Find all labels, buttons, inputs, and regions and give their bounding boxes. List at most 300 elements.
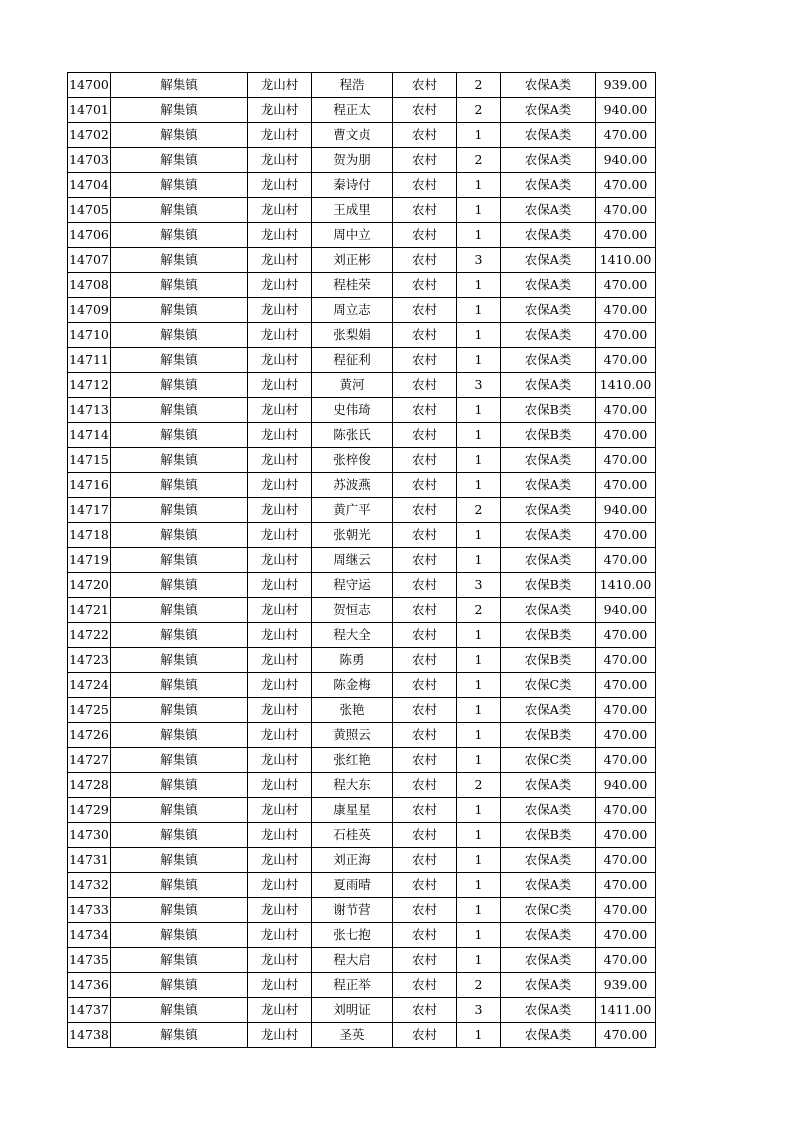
- cell-person-name: 张梨娟: [312, 323, 393, 348]
- cell-household-type: 农村: [393, 548, 457, 573]
- cell-village: 龙山村: [248, 823, 312, 848]
- cell-town: 解集镇: [111, 173, 248, 198]
- cell-insurance-category: 农保A类: [501, 523, 596, 548]
- cell-person-name: 程大全: [312, 623, 393, 648]
- cell-member-count: 1: [457, 898, 501, 923]
- cell-person-name: 程守运: [312, 573, 393, 598]
- cell-amount: 470.00: [596, 1023, 656, 1048]
- cell-insurance-category: 农保A类: [501, 148, 596, 173]
- cell-person-name: 程正太: [312, 98, 393, 123]
- cell-insurance-category: 农保A类: [501, 873, 596, 898]
- cell-insurance-category: 农保A类: [501, 198, 596, 223]
- cell-member-count: 1: [457, 548, 501, 573]
- table-row: [68, 473, 656, 498]
- cell-member-count: 1: [457, 823, 501, 848]
- cell-village: 龙山村: [248, 1023, 312, 1048]
- cell-town: 解集镇: [111, 148, 248, 173]
- cell-insurance-category: 农保A类: [501, 1023, 596, 1048]
- cell-household-type: 农村: [393, 398, 457, 423]
- table-row: [68, 348, 656, 373]
- cell-town: 解集镇: [111, 798, 248, 823]
- cell-record-id: 14738: [68, 1023, 111, 1048]
- cell-record-id: 14725: [68, 698, 111, 723]
- table-row: [68, 273, 656, 298]
- cell-member-count: 3: [457, 248, 501, 273]
- cell-household-type: 农村: [393, 723, 457, 748]
- cell-amount: 470.00: [596, 748, 656, 773]
- cell-record-id: 14717: [68, 498, 111, 523]
- cell-record-id: 14737: [68, 998, 111, 1023]
- cell-person-name: 贺为朋: [312, 148, 393, 173]
- cell-record-id: 14716: [68, 473, 111, 498]
- cell-household-type: 农村: [393, 1023, 457, 1048]
- cell-member-count: 1: [457, 273, 501, 298]
- cell-insurance-category: 农保A类: [501, 973, 596, 998]
- cell-member-count: 1: [457, 748, 501, 773]
- cell-person-name: 刘明证: [312, 998, 393, 1023]
- cell-record-id: 14701: [68, 98, 111, 123]
- cell-town: 解集镇: [111, 398, 248, 423]
- cell-insurance-category: 农保A类: [501, 923, 596, 948]
- cell-person-name: 石桂英: [312, 823, 393, 848]
- cell-record-id: 14733: [68, 898, 111, 923]
- cell-insurance-category: 农保A类: [501, 698, 596, 723]
- cell-amount: 940.00: [596, 98, 656, 123]
- cell-member-count: 1: [457, 848, 501, 873]
- cell-amount: 470.00: [596, 398, 656, 423]
- cell-household-type: 农村: [393, 298, 457, 323]
- cell-insurance-category: 农保B类: [501, 723, 596, 748]
- cell-member-count: 2: [457, 598, 501, 623]
- cell-village: 龙山村: [248, 423, 312, 448]
- cell-amount: 470.00: [596, 423, 656, 448]
- table-row: [68, 648, 656, 673]
- cell-amount: 470.00: [596, 323, 656, 348]
- cell-household-type: 农村: [393, 273, 457, 298]
- cell-record-id: 14705: [68, 198, 111, 223]
- cell-household-type: 农村: [393, 998, 457, 1023]
- cell-record-id: 14726: [68, 723, 111, 748]
- cell-insurance-category: 农保A类: [501, 73, 596, 98]
- cell-member-count: 1: [457, 948, 501, 973]
- cell-household-type: 农村: [393, 848, 457, 873]
- cell-person-name: 程征利: [312, 348, 393, 373]
- cell-member-count: 2: [457, 73, 501, 98]
- table-row: [68, 373, 656, 398]
- table-row: [68, 873, 656, 898]
- cell-town: 解集镇: [111, 748, 248, 773]
- cell-person-name: 程正举: [312, 973, 393, 998]
- cell-person-name: 苏波燕: [312, 473, 393, 498]
- cell-record-id: 14724: [68, 673, 111, 698]
- cell-member-count: 1: [457, 473, 501, 498]
- cell-amount: 939.00: [596, 973, 656, 998]
- cell-household-type: 农村: [393, 448, 457, 473]
- cell-household-type: 农村: [393, 873, 457, 898]
- cell-village: 龙山村: [248, 523, 312, 548]
- cell-household-type: 农村: [393, 948, 457, 973]
- cell-person-name: 程大东: [312, 773, 393, 798]
- cell-household-type: 农村: [393, 498, 457, 523]
- cell-household-type: 农村: [393, 223, 457, 248]
- table-row: [68, 798, 656, 823]
- cell-amount: 470.00: [596, 523, 656, 548]
- cell-member-count: 1: [457, 123, 501, 148]
- cell-record-id: 14729: [68, 798, 111, 823]
- cell-insurance-category: 农保C类: [501, 748, 596, 773]
- cell-member-count: 2: [457, 973, 501, 998]
- cell-record-id: 14736: [68, 973, 111, 998]
- cell-record-id: 14703: [68, 148, 111, 173]
- cell-town: 解集镇: [111, 873, 248, 898]
- cell-village: 龙山村: [248, 848, 312, 873]
- table-row: [68, 773, 656, 798]
- cell-amount: 470.00: [596, 198, 656, 223]
- cell-member-count: 1: [457, 173, 501, 198]
- cell-record-id: 14706: [68, 223, 111, 248]
- table-row: [68, 598, 656, 623]
- cell-insurance-category: 农保A类: [501, 498, 596, 523]
- cell-insurance-category: 农保A类: [501, 773, 596, 798]
- table-row: [68, 448, 656, 473]
- table-row: [68, 998, 656, 1023]
- cell-member-count: 1: [457, 448, 501, 473]
- cell-amount: 1410.00: [596, 373, 656, 398]
- cell-village: 龙山村: [248, 598, 312, 623]
- cell-town: 解集镇: [111, 473, 248, 498]
- cell-village: 龙山村: [248, 373, 312, 398]
- cell-member-count: 1: [457, 223, 501, 248]
- table-row: [68, 148, 656, 173]
- cell-household-type: 农村: [393, 423, 457, 448]
- cell-village: 龙山村: [248, 623, 312, 648]
- cell-member-count: 1: [457, 698, 501, 723]
- cell-village: 龙山村: [248, 323, 312, 348]
- cell-village: 龙山村: [248, 898, 312, 923]
- cell-household-type: 农村: [393, 823, 457, 848]
- cell-village: 龙山村: [248, 648, 312, 673]
- cell-town: 解集镇: [111, 323, 248, 348]
- cell-amount: 470.00: [596, 123, 656, 148]
- cell-amount: 470.00: [596, 698, 656, 723]
- cell-insurance-category: 农保A类: [501, 323, 596, 348]
- cell-member-count: 1: [457, 348, 501, 373]
- table-row: [68, 573, 656, 598]
- table-row: [68, 523, 656, 548]
- cell-household-type: 农村: [393, 773, 457, 798]
- cell-town: 解集镇: [111, 273, 248, 298]
- cell-person-name: 程浩: [312, 73, 393, 98]
- cell-village: 龙山村: [248, 123, 312, 148]
- cell-household-type: 农村: [393, 698, 457, 723]
- cell-insurance-category: 农保A类: [501, 448, 596, 473]
- cell-member-count: 1: [457, 623, 501, 648]
- cell-person-name: 王成里: [312, 198, 393, 223]
- cell-amount: 940.00: [596, 773, 656, 798]
- cell-village: 龙山村: [248, 348, 312, 373]
- cell-insurance-category: 农保B类: [501, 573, 596, 598]
- cell-record-id: 14722: [68, 623, 111, 648]
- cell-member-count: 3: [457, 373, 501, 398]
- cell-record-id: 14728: [68, 773, 111, 798]
- cell-insurance-category: 农保B类: [501, 398, 596, 423]
- cell-record-id: 14730: [68, 823, 111, 848]
- table-row: [68, 198, 656, 223]
- table-row: [68, 298, 656, 323]
- table-row: [68, 123, 656, 148]
- cell-record-id: 14732: [68, 873, 111, 898]
- cell-person-name: 陈勇: [312, 648, 393, 673]
- cell-record-id: 14720: [68, 573, 111, 598]
- cell-amount: 470.00: [596, 348, 656, 373]
- cell-village: 龙山村: [248, 723, 312, 748]
- cell-record-id: 14713: [68, 398, 111, 423]
- cell-town: 解集镇: [111, 523, 248, 548]
- table-row: [68, 423, 656, 448]
- cell-insurance-category: 农保A类: [501, 848, 596, 873]
- cell-person-name: 夏雨晴: [312, 873, 393, 898]
- cell-member-count: 1: [457, 523, 501, 548]
- cell-person-name: 程大启: [312, 948, 393, 973]
- cell-village: 龙山村: [248, 973, 312, 998]
- cell-record-id: 14718: [68, 523, 111, 548]
- cell-amount: 470.00: [596, 823, 656, 848]
- cell-town: 解集镇: [111, 898, 248, 923]
- cell-amount: 940.00: [596, 598, 656, 623]
- cell-town: 解集镇: [111, 948, 248, 973]
- cell-town: 解集镇: [111, 498, 248, 523]
- cell-household-type: 农村: [393, 798, 457, 823]
- table-row: [68, 948, 656, 973]
- cell-person-name: 张朝光: [312, 523, 393, 548]
- cell-town: 解集镇: [111, 923, 248, 948]
- cell-amount: 470.00: [596, 223, 656, 248]
- table-row: [68, 723, 656, 748]
- cell-household-type: 农村: [393, 98, 457, 123]
- cell-person-name: 秦诗付: [312, 173, 393, 198]
- cell-household-type: 农村: [393, 973, 457, 998]
- cell-town: 解集镇: [111, 348, 248, 373]
- cell-member-count: 1: [457, 198, 501, 223]
- cell-household-type: 农村: [393, 898, 457, 923]
- cell-record-id: 14708: [68, 273, 111, 298]
- cell-town: 解集镇: [111, 848, 248, 873]
- cell-town: 解集镇: [111, 98, 248, 123]
- cell-amount: 470.00: [596, 473, 656, 498]
- cell-household-type: 农村: [393, 748, 457, 773]
- cell-village: 龙山村: [248, 273, 312, 298]
- cell-person-name: 张艳: [312, 698, 393, 723]
- cell-village: 龙山村: [248, 873, 312, 898]
- cell-record-id: 14711: [68, 348, 111, 373]
- cell-member-count: 2: [457, 498, 501, 523]
- cell-town: 解集镇: [111, 448, 248, 473]
- cell-village: 龙山村: [248, 948, 312, 973]
- cell-amount: 1411.00: [596, 998, 656, 1023]
- cell-record-id: 14734: [68, 923, 111, 948]
- table-row: [68, 98, 656, 123]
- cell-insurance-category: 农保B类: [501, 623, 596, 648]
- cell-member-count: 1: [457, 398, 501, 423]
- cell-village: 龙山村: [248, 98, 312, 123]
- cell-insurance-category: 农保B类: [501, 823, 596, 848]
- table-row: [68, 748, 656, 773]
- table-row: [68, 848, 656, 873]
- cell-amount: 470.00: [596, 923, 656, 948]
- cell-amount: 939.00: [596, 73, 656, 98]
- cell-member-count: 1: [457, 723, 501, 748]
- cell-village: 龙山村: [248, 473, 312, 498]
- cell-village: 龙山村: [248, 748, 312, 773]
- cell-person-name: 陈张氏: [312, 423, 393, 448]
- cell-town: 解集镇: [111, 248, 248, 273]
- cell-person-name: 陈金梅: [312, 673, 393, 698]
- cell-town: 解集镇: [111, 698, 248, 723]
- cell-household-type: 农村: [393, 248, 457, 273]
- cell-person-name: 谢节营: [312, 898, 393, 923]
- cell-household-type: 农村: [393, 598, 457, 623]
- table-row: [68, 623, 656, 648]
- cell-household-type: 农村: [393, 348, 457, 373]
- cell-member-count: 1: [457, 648, 501, 673]
- cell-member-count: 1: [457, 873, 501, 898]
- cell-village: 龙山村: [248, 798, 312, 823]
- cell-member-count: 2: [457, 148, 501, 173]
- cell-village: 龙山村: [248, 198, 312, 223]
- cell-village: 龙山村: [248, 773, 312, 798]
- cell-record-id: 14704: [68, 173, 111, 198]
- cell-town: 解集镇: [111, 73, 248, 98]
- cell-person-name: 黄河: [312, 373, 393, 398]
- cell-insurance-category: 农保A类: [501, 598, 596, 623]
- cell-household-type: 农村: [393, 673, 457, 698]
- cell-member-count: 1: [457, 923, 501, 948]
- cell-town: 解集镇: [111, 823, 248, 848]
- cell-amount: 470.00: [596, 848, 656, 873]
- cell-record-id: 14731: [68, 848, 111, 873]
- cell-village: 龙山村: [248, 923, 312, 948]
- cell-insurance-category: 农保A类: [501, 298, 596, 323]
- cell-insurance-category: 农保A类: [501, 798, 596, 823]
- cell-household-type: 农村: [393, 73, 457, 98]
- table-row: [68, 398, 656, 423]
- cell-record-id: 14715: [68, 448, 111, 473]
- cell-town: 解集镇: [111, 223, 248, 248]
- cell-amount: 470.00: [596, 548, 656, 573]
- cell-insurance-category: 农保A类: [501, 273, 596, 298]
- cell-person-name: 黄广平: [312, 498, 393, 523]
- cell-record-id: 14727: [68, 748, 111, 773]
- table-row: [68, 248, 656, 273]
- cell-town: 解集镇: [111, 773, 248, 798]
- cell-household-type: 农村: [393, 373, 457, 398]
- cell-household-type: 农村: [393, 123, 457, 148]
- cell-town: 解集镇: [111, 423, 248, 448]
- cell-amount: 940.00: [596, 498, 656, 523]
- cell-town: 解集镇: [111, 373, 248, 398]
- cell-town: 解集镇: [111, 298, 248, 323]
- cell-member-count: 1: [457, 798, 501, 823]
- cell-insurance-category: 农保A类: [501, 123, 596, 148]
- cell-amount: 470.00: [596, 448, 656, 473]
- cell-town: 解集镇: [111, 198, 248, 223]
- cell-amount: 470.00: [596, 173, 656, 198]
- table-row: [68, 898, 656, 923]
- cell-insurance-category: 农保A类: [501, 473, 596, 498]
- cell-household-type: 农村: [393, 148, 457, 173]
- cell-amount: 470.00: [596, 898, 656, 923]
- cell-household-type: 农村: [393, 523, 457, 548]
- cell-household-type: 农村: [393, 173, 457, 198]
- cell-household-type: 农村: [393, 623, 457, 648]
- cell-insurance-category: 农保B类: [501, 648, 596, 673]
- cell-member-count: 1: [457, 423, 501, 448]
- cell-village: 龙山村: [248, 573, 312, 598]
- table-row: [68, 1023, 656, 1048]
- cell-village: 龙山村: [248, 548, 312, 573]
- cell-town: 解集镇: [111, 123, 248, 148]
- table-row: [68, 223, 656, 248]
- cell-household-type: 农村: [393, 573, 457, 598]
- cell-member-count: 1: [457, 673, 501, 698]
- table-row: [68, 823, 656, 848]
- cell-insurance-category: 农保C类: [501, 673, 596, 698]
- cell-village: 龙山村: [248, 673, 312, 698]
- cell-town: 解集镇: [111, 723, 248, 748]
- cell-insurance-category: 农保A类: [501, 548, 596, 573]
- table-row: [68, 673, 656, 698]
- cell-amount: 470.00: [596, 648, 656, 673]
- table-row: [68, 548, 656, 573]
- cell-record-id: 14709: [68, 298, 111, 323]
- table-row: [68, 973, 656, 998]
- cell-person-name: 贺恒志: [312, 598, 393, 623]
- cell-village: 龙山村: [248, 148, 312, 173]
- cell-record-id: 14700: [68, 73, 111, 98]
- cell-person-name: 周继云: [312, 548, 393, 573]
- cell-record-id: 14712: [68, 373, 111, 398]
- cell-insurance-category: 农保A类: [501, 173, 596, 198]
- cell-amount: 470.00: [596, 873, 656, 898]
- cell-member-count: 1: [457, 323, 501, 348]
- allowance-table: [67, 72, 656, 1048]
- cell-village: 龙山村: [248, 398, 312, 423]
- cell-person-name: 史伟琦: [312, 398, 393, 423]
- cell-person-name: 程桂荣: [312, 273, 393, 298]
- cell-person-name: 康星星: [312, 798, 393, 823]
- cell-person-name: 张梓俊: [312, 448, 393, 473]
- cell-amount: 470.00: [596, 623, 656, 648]
- cell-household-type: 农村: [393, 473, 457, 498]
- cell-record-id: 14719: [68, 548, 111, 573]
- cell-record-id: 14707: [68, 248, 111, 273]
- cell-insurance-category: 农保C类: [501, 898, 596, 923]
- cell-insurance-category: 农保A类: [501, 98, 596, 123]
- cell-amount: 470.00: [596, 298, 656, 323]
- cell-town: 解集镇: [111, 623, 248, 648]
- cell-household-type: 农村: [393, 198, 457, 223]
- cell-insurance-category: 农保A类: [501, 948, 596, 973]
- cell-record-id: 14721: [68, 598, 111, 623]
- cell-record-id: 14710: [68, 323, 111, 348]
- cell-person-name: 刘正海: [312, 848, 393, 873]
- cell-village: 龙山村: [248, 498, 312, 523]
- cell-amount: 470.00: [596, 673, 656, 698]
- cell-person-name: 张七抱: [312, 923, 393, 948]
- cell-record-id: 14702: [68, 123, 111, 148]
- cell-household-type: 农村: [393, 648, 457, 673]
- cell-member-count: 1: [457, 1023, 501, 1048]
